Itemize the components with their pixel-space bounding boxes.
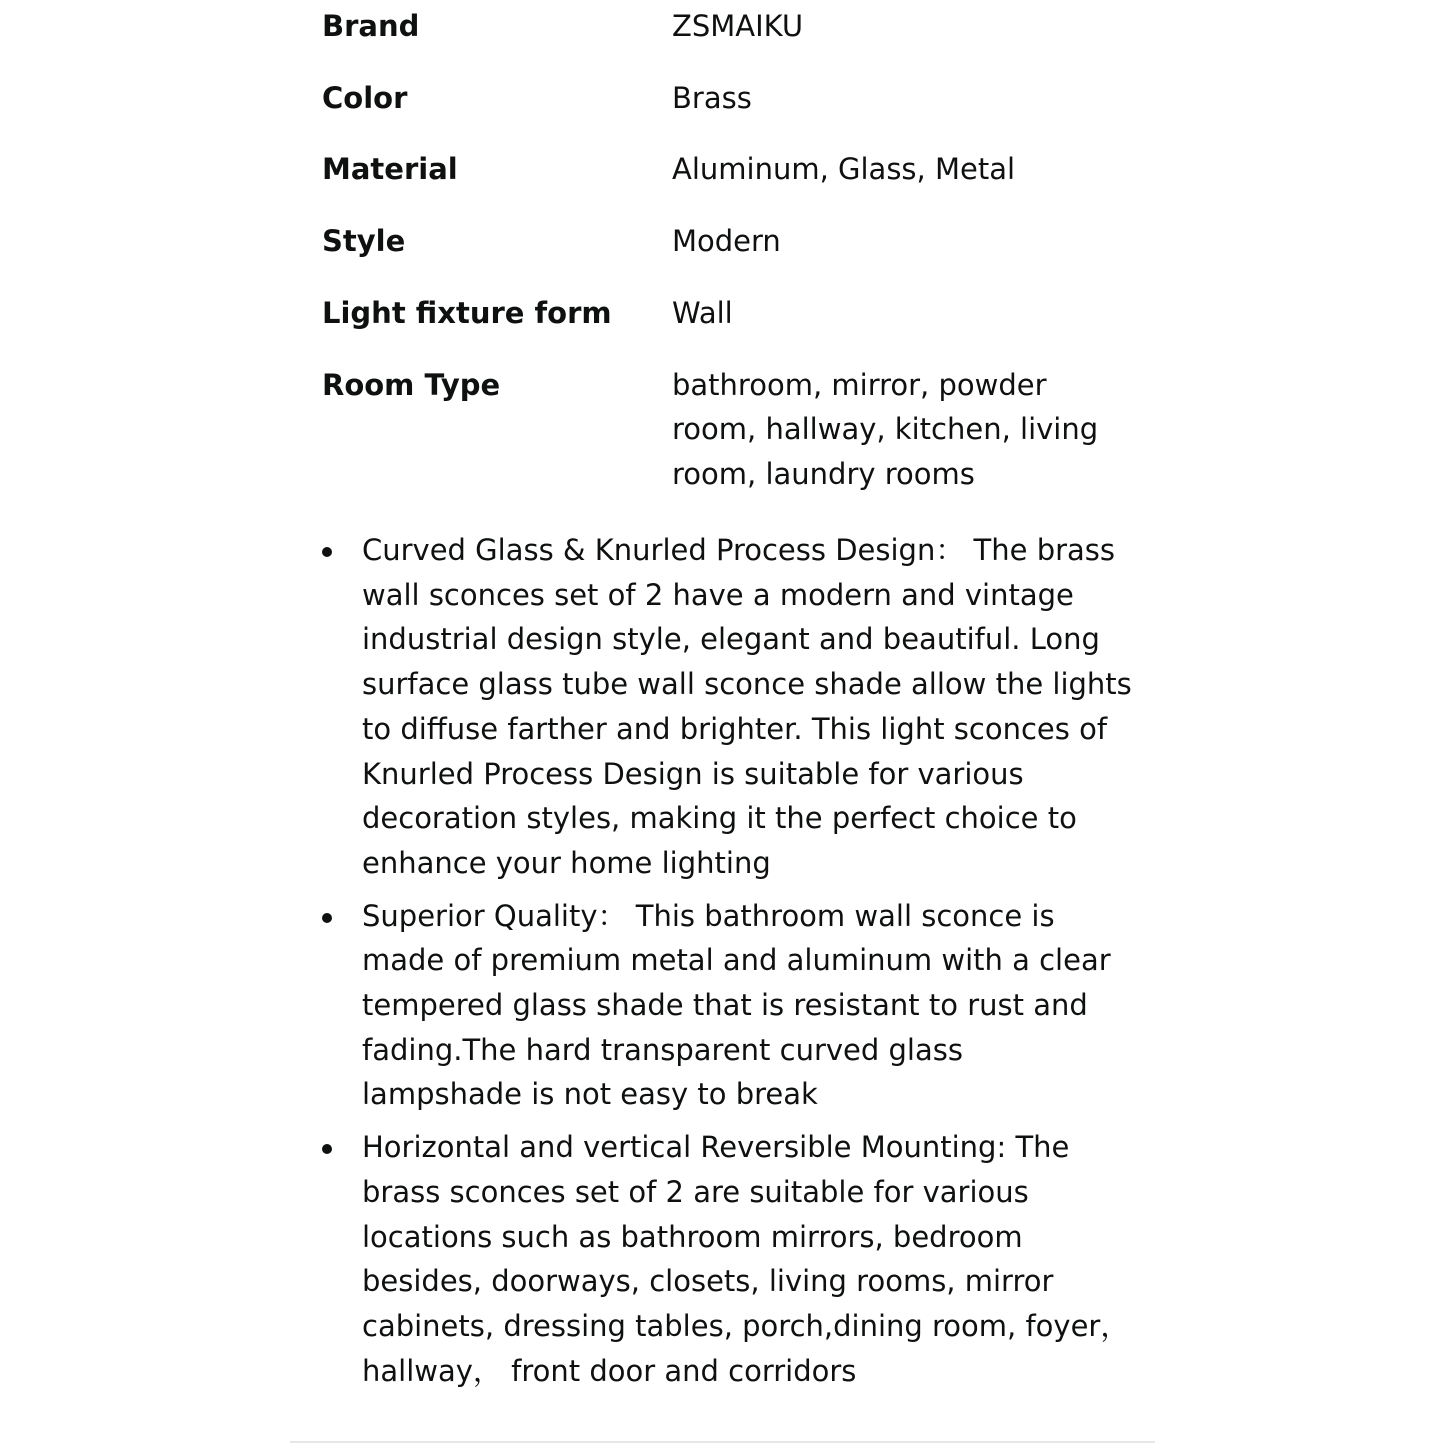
spec-label: Color [322,80,408,115]
spec-label: Brand [322,9,420,43]
spec-row-brand [322,4,1152,49]
feature-bullet-text: Curved Glass & Knurled Process Design： The brass wall sconces set of 2 have a modern and vintage industrial design style, elegant and beautiful. Long surface glass tube wall sconce shade allow the lights to diffuse farther and brighter. This light sconces of Knurled Process Design is suitable for various decoration styles, making it the perfect choice to enhance your home lighting [362,533,1132,880]
feature-bullet-text: Superior Quality： This bathroom wall sconce is made of premium metal and aluminum with a clear tempered glass shade that is resistant to rust and fading.The hard transparent curved glass lampshade is not easy to break [362,898,1111,1112]
feature-bullet [322,528,1132,886]
spec-value: Wall [672,295,733,330]
feature-bullet [322,894,1132,1118]
feature-bullet-text: Horizontal and vertical Reversible Mounting: The brass sconces set of 2 are suitable for various locations such as bathroom mirrors, bedroom besides, doorways, closets, living rooms, mirror cabinets, dressing tables, porch,dining room, foyer， hallway， front door and corridors [362,1130,1130,1388]
bullet-dot-icon [322,913,332,923]
spec-label: Light fixture form [322,295,612,330]
spec-row-material [322,147,1152,192]
divider [290,1441,1155,1443]
spec-value: Brass [672,80,752,115]
spec-value: ZSMAIKU [672,9,804,43]
spec-label: Room Type [322,367,501,402]
feature-bullet-list [322,528,1152,1401]
spec-row-light-fixture-form [322,291,1152,336]
bullet-dot-icon [322,547,332,557]
feature-bullet [322,1125,1132,1393]
spec-label: Material [322,152,458,187]
spec-value: Modern [672,224,781,259]
spec-row-style [322,219,1152,264]
spec-row-room-type [322,363,1152,497]
spec-label: Style [322,224,406,259]
bullet-dot-icon [322,1144,332,1154]
spec-value: bathroom, mirror, powder room, hallway, kitchen, living room, laundry rooms [672,367,1099,491]
product-spec-table [322,4,1152,524]
spec-row-color [322,76,1152,121]
spec-value: Aluminum, Glass, Metal [672,152,1016,187]
